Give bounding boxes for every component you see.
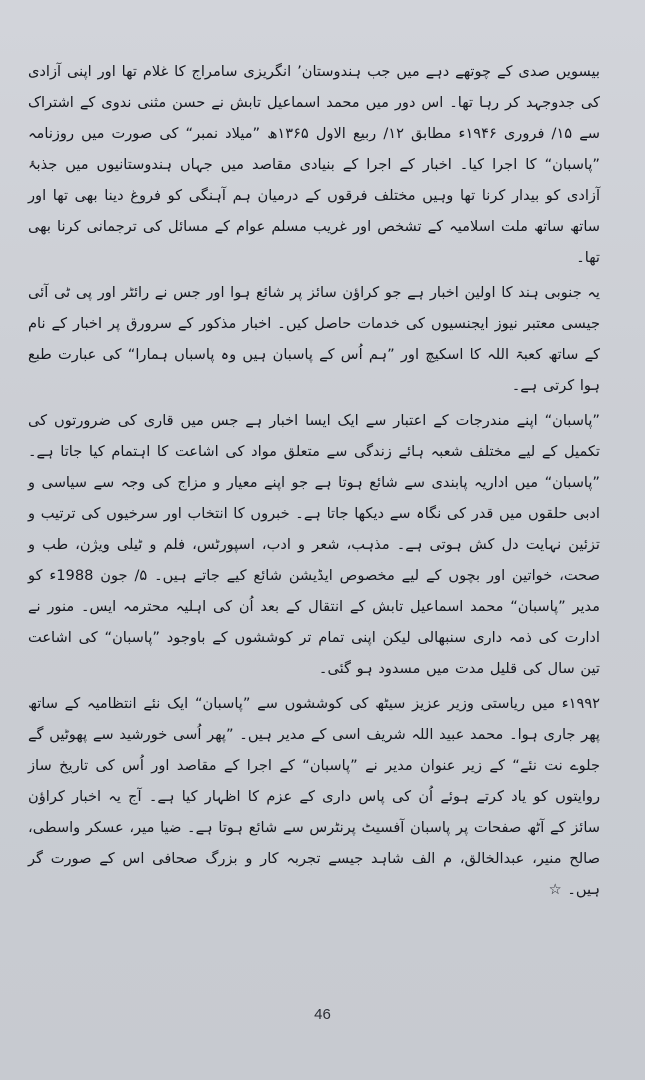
paragraph-revival: ۱۹۹۲ء میں ریاستی وزیر عزیز سیٹھ کی کوششوں سے ”پاسبان“ ایک نئے انتظامیہ کے ساتھ پھر جاری ہوا۔ محمد عبید اللہ شریف اسی کے مدیر ہیں۔ ”پھر اُسی خورشید سے پھوٹیں گے جلوے نت نئے“ کے زیر عنوان مدیر نے ”پاسبان“ کے اجرا کے مقاصد اور اُس کی تاریخ ساز روایتوں کو یاد کرتے ہوئے اُن کی پاس داری کے عزم کا اظہار کیا ہے۔ آج یہ اخبار کراؤن سائز کے آٹھ صفحات پر پاسبان آفسیٹ پرنٹرس سے شائع ہوتا ہے۔ ضیا میر، عسکر واسطی، صالح منیر، عبدالخالق، م الف شاہد جیسے تجربہ کار و بزرگ صحافی اس کے صورت گر ہیں۔ ☆ [28, 695, 600, 898]
page-number: 46 [314, 1006, 331, 1023]
paragraph-first-newspaper: یہ جنوبی ہند کا اولین اخبار ہے جو کراؤن سائز پر شائع ہوا اور جس نے رائٹر اور پی ٹی آئی جیسی معتبر نیوز ایجنسیوں کی خدمات حاصل کیں۔ اخبار مذکور کے سرورق پر اخبار کے نام کے ساتھ کعبۃ اللہ کا اسکیچ اور ”ہم اُس کے پاسبان ہیں وہ پاسباں ہمارا“ کی عبارت طبع ہوا کرتی ہے۔ [28, 284, 600, 394]
article-body [28, 56, 600, 909]
paragraph-founding: بیسویں صدی کے چوتھے دہے میں جب ہندوستان’ انگریزی سامراج کا غلام تھا اور اپنی آزادی کی جدوجہد کر رہا تھا۔ اس دور میں محمد اسماعیل تابش نے حسن مثنی ندوی کے اشتراک سے ۱۵/ فروری ۱۹۴۶ء مطابق ۱۲/ ربیع الاول ۱۳۶۵ھ ”میلاد نمبر“ کی صورت میں روزنامہ ”پاسبان“ کا اجرا کیا۔ اخبار کے اجرا کے بنیادی مقاصد میں جہاں ہندوستانیوں میں جذبۂ آزادی کو بیدار کرنا تھا وہیں مختلف فرقوں کے درمیان ہم آہنگی کو فروغ دینا بھی تھا اور ساتھ ساتھ ملت اسلامیہ کے تشخص اور غریب مسلم عوام کے مسائل کی ترجمانی کرنا بھی تھا۔ [28, 63, 600, 266]
paragraph-contents: ”پاسبان“ اپنے مندرجات کے اعتبار سے ایک ایسا اخبار ہے جس میں قاری کی ضرورتوں کی تکمیل کے لیے مختلف شعبہ ہائے زندگی سے متعلق مواد کی اشاعت کا اہتمام کیا جاتا ہے۔ ”پاسبان“ میں اداریہ پابندی سے شائع ہوتا ہے جو اپنے معیار و مزاج کی وجہ سے سیاسی و ادبی حلقوں میں قدر کی نگاہ سے دیکھا جاتا ہے۔ خبروں کا انتخاب اور سرخیوں کی ترتیب و تزئین نہایت دل کش ہوتی ہے۔ مذہب، شعر و ادب، اسپورٹس، فلم و ٹیلی ویژن، طب و صحت، خواتین اور بچوں کے لیے مخصوص ایڈیشن شائع کیے جاتے ہیں۔ ۵/ جون 1988ء کو مدیر ”پاسبان“ محمد اسماعیل تابش کے انتقال کے بعد اُن کی اہلیہ محترمہ ایس۔ منور نے ادارت کی ذمہ داری سنبھالی لیکن اپنی تمام تر کوششوں کے باوجود ”پاسبان“ کی اشاعت تین سال کی قلیل مدت میں مسدود ہو گئی۔ [28, 412, 600, 677]
